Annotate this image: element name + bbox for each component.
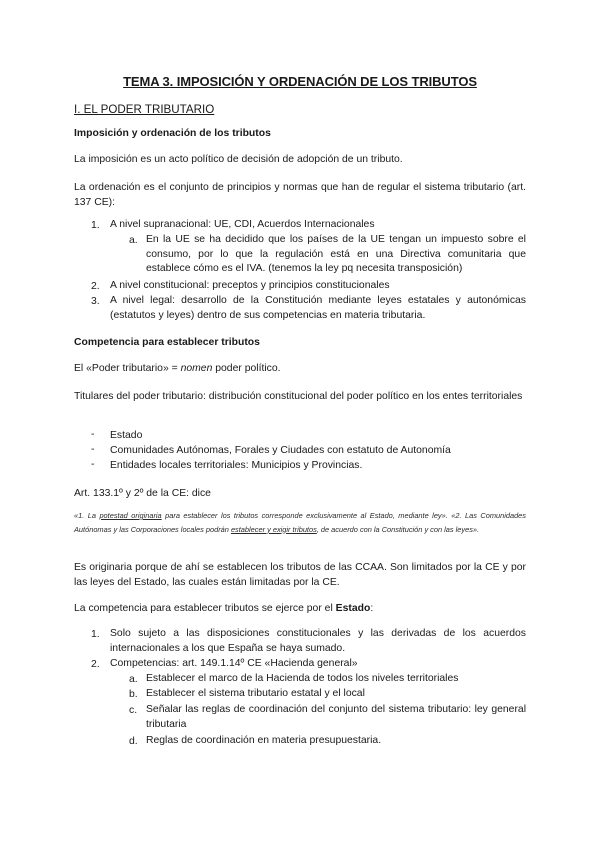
paragraph-ordenacion: La ordenación es el conjunto de principios y normas que han de regular el sistema tributario (art. 137 CE): (74, 182, 526, 208)
list-item: A nivel supranacional: UE, CDI, Acuerdos Internacionales (110, 219, 375, 230)
list-marker: b. (129, 689, 138, 700)
list-marker: - (91, 444, 95, 455)
list-item: Establecer el marco de la Hacienda de todos los niveles territoriales (146, 673, 459, 684)
list-marker: a. (129, 674, 138, 685)
list-marker: 3. (91, 296, 100, 307)
paragraph-competencia: La competencia para establecer tributos se ejerce por el Estado: (74, 603, 374, 614)
list-marker: a. (129, 235, 138, 246)
subheading-imposicion: Imposición y ordenación de los tributos (74, 128, 271, 139)
list-item: Estado (110, 430, 143, 441)
list-item: Reglas de coordinación en materia presupuestaria. (146, 735, 382, 746)
list-marker: 2. (91, 659, 100, 670)
list-item: A nivel legal: desarrollo de la Constitución mediante leyes estatales y autonómicas (estatutos y leyes) dentro de sus competencias en materia tributaria. (110, 295, 526, 321)
list-item: A nivel constitucional: preceptos y principios constitucionales (110, 280, 390, 291)
paragraph-titulares: Titulares del poder tributario: distribución constitucional del poder político en los entes territoriales (74, 391, 523, 402)
paragraph-originaria: Es originaria porque de ahí se establecen los tributos de las CCAA. Son limitados por la CE y por las leyes del Estado, las cuales están limitadas por la CE. (74, 562, 526, 588)
paragraph-art: Art. 133.1º y 2º de la CE: dice (74, 488, 211, 499)
list-marker: 2. (91, 281, 100, 292)
list-item: Solo sujeto a las disposiciones constitucionales y las derivadas de los acuerdos internacionales a los que España se haya sumado. (110, 628, 526, 654)
legal-quote: «1. La potestad originaria para establecer los tributos corresponde exclusivamente al Estado, mediante ley». «2. Las Comunidades Autónomas y las Corporaciones locales podrán establecer y exigir tributos, de acuerdo con la Constitución y con las leyes». (74, 511, 526, 534)
list-item: En la UE se ha decidido que los países de la UE tengan un impuesto sobre el consumo, por lo que la regulación está en una Directiva comunitaria que establece cómo es el IVA. (tenemos la ley pq necesita transposición) (146, 234, 526, 274)
paragraph-imposicion: La imposición es un acto político de decisión de adopción de un tributo. (74, 154, 403, 165)
list-marker: 1. (91, 220, 100, 231)
list-item: Señalar las reglas de coordinación del conjunto del sistema tributario: ley general tributaria (146, 704, 526, 730)
paragraph-poder: El «Poder tributario» = nomen poder político. (74, 363, 281, 374)
list-marker: c. (129, 705, 138, 716)
list-item: Comunidades Autónomas, Forales y Ciudades con estatuto de Autonomía (110, 445, 451, 456)
subheading-competencia: Competencia para establecer tributos (74, 337, 260, 348)
list-item: Competencias: art. 149.1.14º CE «Hacienda general» (110, 658, 358, 669)
section-heading: I. EL PODER TRIBUTARIO (74, 103, 215, 116)
page-title: TEMA 3. IMPOSICIÓN Y ORDENACIÓN DE LOS TRIBUTOS (123, 74, 477, 89)
list-marker: - (91, 429, 95, 440)
list-marker: 1. (91, 629, 100, 640)
list-item: Entidades locales territoriales: Municipios y Provincias. (110, 460, 363, 471)
list-marker: d. (129, 736, 138, 747)
list-marker: - (91, 459, 95, 470)
list-item: Establecer el sistema tributario estatal y el local (146, 688, 365, 699)
